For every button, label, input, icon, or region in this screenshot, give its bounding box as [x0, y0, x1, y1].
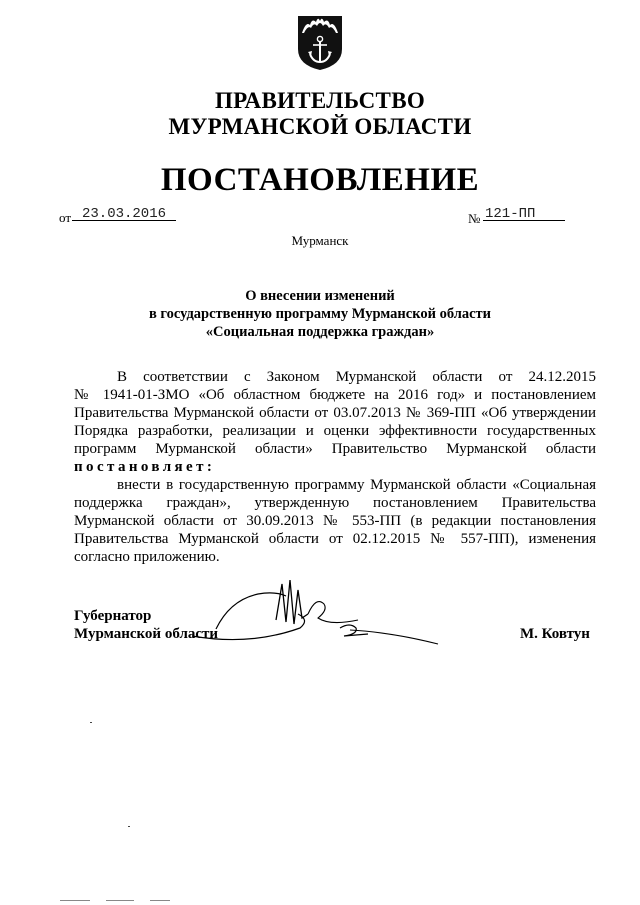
body-text-line: № 1941-01-ЗМО «Об областном бюджете на 2016 год» и постановлением [74, 387, 596, 403]
body-text-line: поддержка граждан», утвержденную постановлением Правительства [74, 495, 596, 511]
handwritten-signature [190, 574, 460, 654]
signatory-title-line2: Мурманской области [74, 626, 219, 642]
resolves-word: постановляет: [74, 459, 216, 475]
body-text-line: согласно приложению. [74, 549, 220, 565]
signatory-title-line1: Губернатор [74, 608, 152, 624]
scan-speck [90, 722, 92, 723]
body-text-line: программ Мурманской области» Правительство Мурманской области [74, 441, 596, 457]
footer-rule [106, 900, 134, 901]
subject-line2: в государственную программу Мурманской области [148, 306, 492, 322]
scan-speck [128, 826, 130, 827]
subject-line1: О внесении изменений [245, 288, 395, 304]
number-prefix: № [468, 211, 481, 226]
footer-rule [60, 900, 90, 901]
body-text-line: Мурманской области от 30.09.2013 № 553-ПП (в редакции постановления [74, 513, 596, 529]
coat-of-arms-icon [296, 13, 344, 71]
government-title-line1: ПРАВИТЕЛЬСТВО [214, 88, 426, 113]
body-text-line: Порядка разработки, реализации и оценки эффективности государственных [74, 423, 596, 439]
subject-line3: «Социальная поддержка граждан» [205, 324, 435, 340]
body-text-line: Правительства Мурманской области от 03.07.2013 № 369-ПП «Об утверждении [74, 405, 596, 421]
document-number: 121-ПП [483, 206, 565, 221]
body-text-line: В соответствии с Законом Мурманской области от 24.12.2015 [117, 369, 596, 385]
body-text-line: внести в государственную программу Мурманской области «Социальная [117, 477, 596, 493]
signatory-name: М. Ковтун [520, 626, 590, 642]
city-name: Мурманск [291, 233, 349, 248]
date-prefix: от [59, 210, 72, 225]
document-date: 23.03.2016 [72, 206, 176, 221]
document-type-title: ПОСТАНОВЛЕНИЕ [160, 162, 480, 198]
body-text-line: Правительства Мурманской области от 02.12.2015 № 557-ПП), изменения [74, 531, 596, 547]
footer-rule [150, 900, 170, 901]
government-title-line2: МУРМАНСКОЙ ОБЛАСТИ [168, 114, 472, 139]
